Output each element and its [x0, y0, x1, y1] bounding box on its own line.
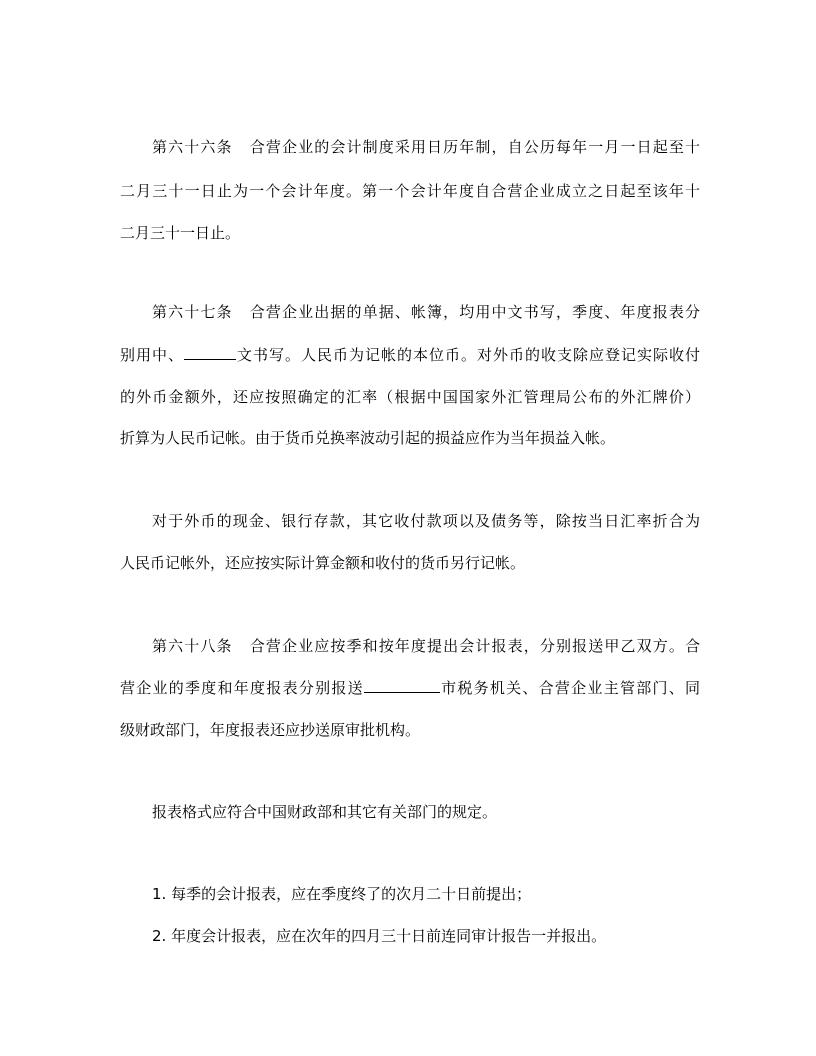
- fx-line-1: 对于外币的现金、银行存款，其它收付款项以及债务等，除按当日汇率折合为: [152, 512, 700, 530]
- art66-line-1: 第六十六条 合营企业的会计制度采用日历年制，自公历每年一月一日起至十: [152, 138, 700, 156]
- art68-heading: 第六十八条: [152, 637, 233, 655]
- fx-line-2: 人民币记帐外，还应按实际计算金额和收付的货币另行记帐。: [120, 554, 526, 572]
- art66-line-3: 二月三十一日止。: [120, 224, 241, 242]
- blank-language: [184, 345, 236, 360]
- art67-heading: 第六十七条: [152, 303, 233, 321]
- list-item: 2. 年度会计报表，应在次年的四月三十日前连同审计报告一并报出。: [152, 927, 607, 945]
- art67-line-4: 折算为人民币记帐。由于货币兑换率波动引起的损益应作为当年损益入帐。: [120, 429, 616, 447]
- art66-line-2: 二月三十一日止为一个会计年度。第一个会计年度自合营企业成立之日起至该年十: [120, 182, 700, 200]
- art68-line-2: 营企业的季度和年度报表分别报送 市税务机关、合营企业主管部门、同: [120, 679, 700, 697]
- art68-line-3: 级财政部门，年度报表还应抄送原审批机构。: [120, 721, 421, 739]
- art67-line-3: 的外币金额外，还应按照确定的汇率（根据中国国家外汇管理局公布的外汇牌价）: [120, 388, 700, 406]
- list-item: 1. 每季的会计报表，应在季度终了的次月二十日前提出；: [152, 885, 532, 903]
- art68-line-1: 第六十八条 合营企业应按季和按年度提出会计报表，分别报送甲乙双方。合: [152, 637, 700, 655]
- art67-line-2: 别用中、 文书写。人民币为记帐的本位币。对外币的收支除应登记实际收付: [120, 346, 700, 364]
- art66-heading: 第六十六条: [152, 138, 233, 156]
- blank-city: [364, 678, 440, 693]
- report-format-line: 报表格式应符合中国财政部和其它有关部门的规定。: [152, 803, 498, 821]
- art67-line-1: 第六十七条 合营企业出据的单据、帐簿，均用中文书写，季度、年度报表分: [152, 303, 700, 321]
